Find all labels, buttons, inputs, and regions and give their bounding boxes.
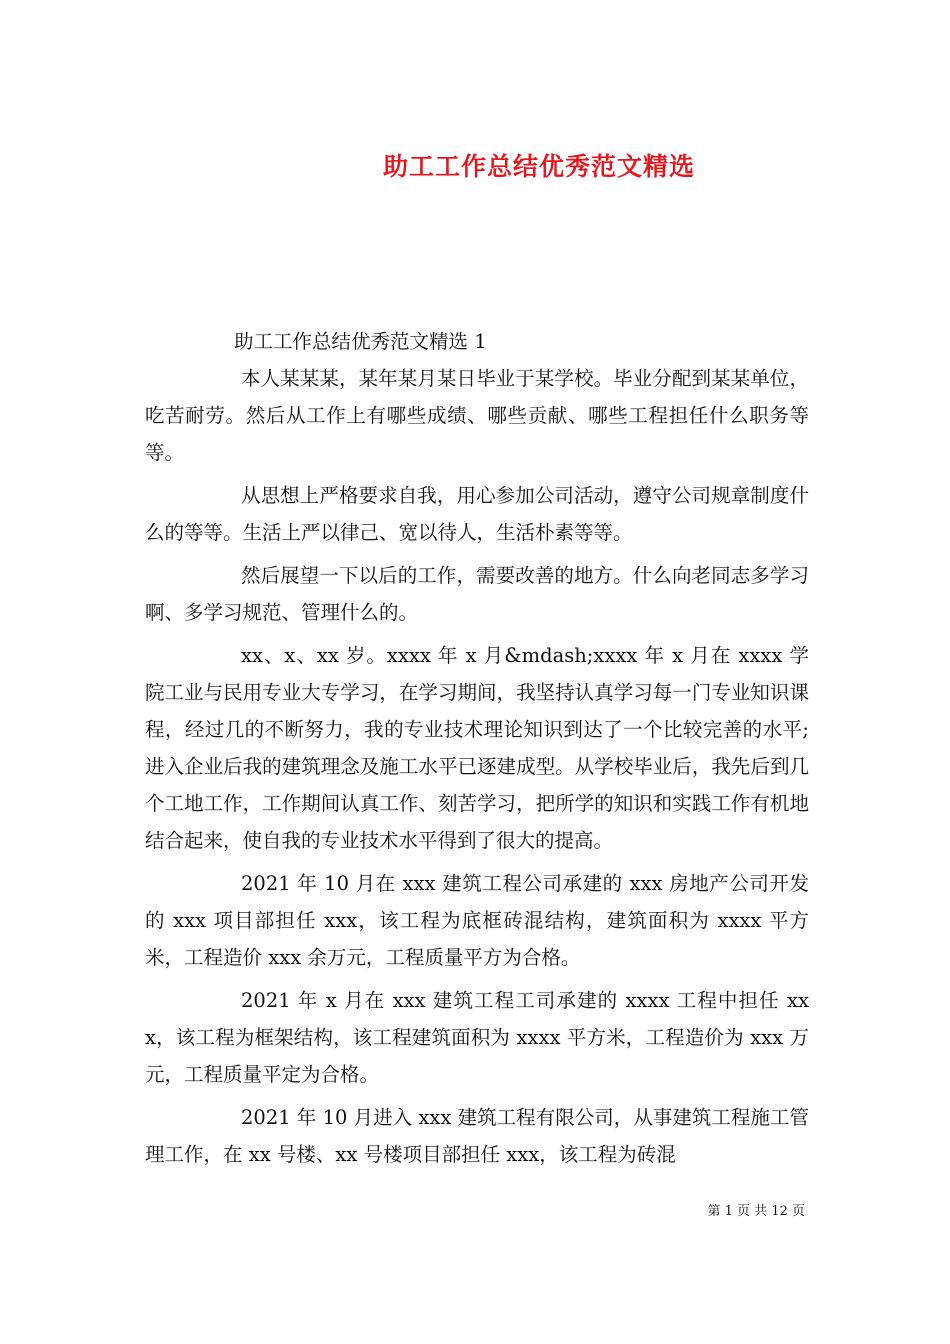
paragraph: 从思想上严格要求自我，用心参加公司活动，遵守公司规章制度什么的等等。生活上严以律己、宽以待人，生活朴素等等。: [145, 484, 809, 544]
paragraph: 本人某某某，某年某月某日毕业于某学校。毕业分配到某某单位，吃苦耐劳。然后从工作上有哪些成绩、哪些贡献、哪些工程担任什么职务等等。: [145, 367, 809, 464]
paragraph: 2021 年 x 月在 xxx 建筑工程工司承建的 xxxx 工程中担任 xxx，该工程为框架结构，该工程建筑面积为 xxxx 平方米，工程造价为 xxx 万元，工程质量平定为合格。: [145, 989, 809, 1086]
paragraph: xx、x、xx 岁。xxxx 年 x 月&mdash;xxxx 年 x 月在 xxxx 学院工业与民用专业大专学习，在学习期间，我坚持认真学习每一门专业知识课程，经过几的不断努力，我的专业技术理论知识到达了一个比较完善的水平;进入企业后我的建筑理念及施工水平已逐建成型。从学校毕业后，我先后到几个工地工作，工作期间认真工作、刻苦学习，把所学的知识和实践工作有机地结合起来，使自我的专业技术水平得到了很大的提高。: [145, 644, 809, 852]
document-title: 助工工作总结优秀范文精选: [382, 151, 695, 181]
document-body: [145, 323, 809, 1179]
section-title: 助工工作总结优秀范文精选 1: [234, 330, 487, 353]
paragraph: 2021 年 10 月在 xxx 建筑工程公司承建的 xxx 房地产公司开发的 xxx 项目部担任 xxx，该工程为底框砖混结构，建筑面积为 xxxx 平方米，工程造价 xxx 余万元，工程质量平方为合格。: [145, 872, 809, 969]
paragraph: 2021 年 10 月进入 xxx 建筑工程有限公司，从事建筑工程施工管理工作，在 xx 号楼、xx 号楼项目部担任 xxx，该工程为砖混: [145, 1106, 809, 1166]
paragraph: 然后展望一下以后的工作，需要改善的地方。什么向老同志多学习啊、多学习规范、管理什么的。: [145, 564, 809, 624]
page-number-footer: 第 1 页 共 12 页: [707, 1204, 805, 1219]
